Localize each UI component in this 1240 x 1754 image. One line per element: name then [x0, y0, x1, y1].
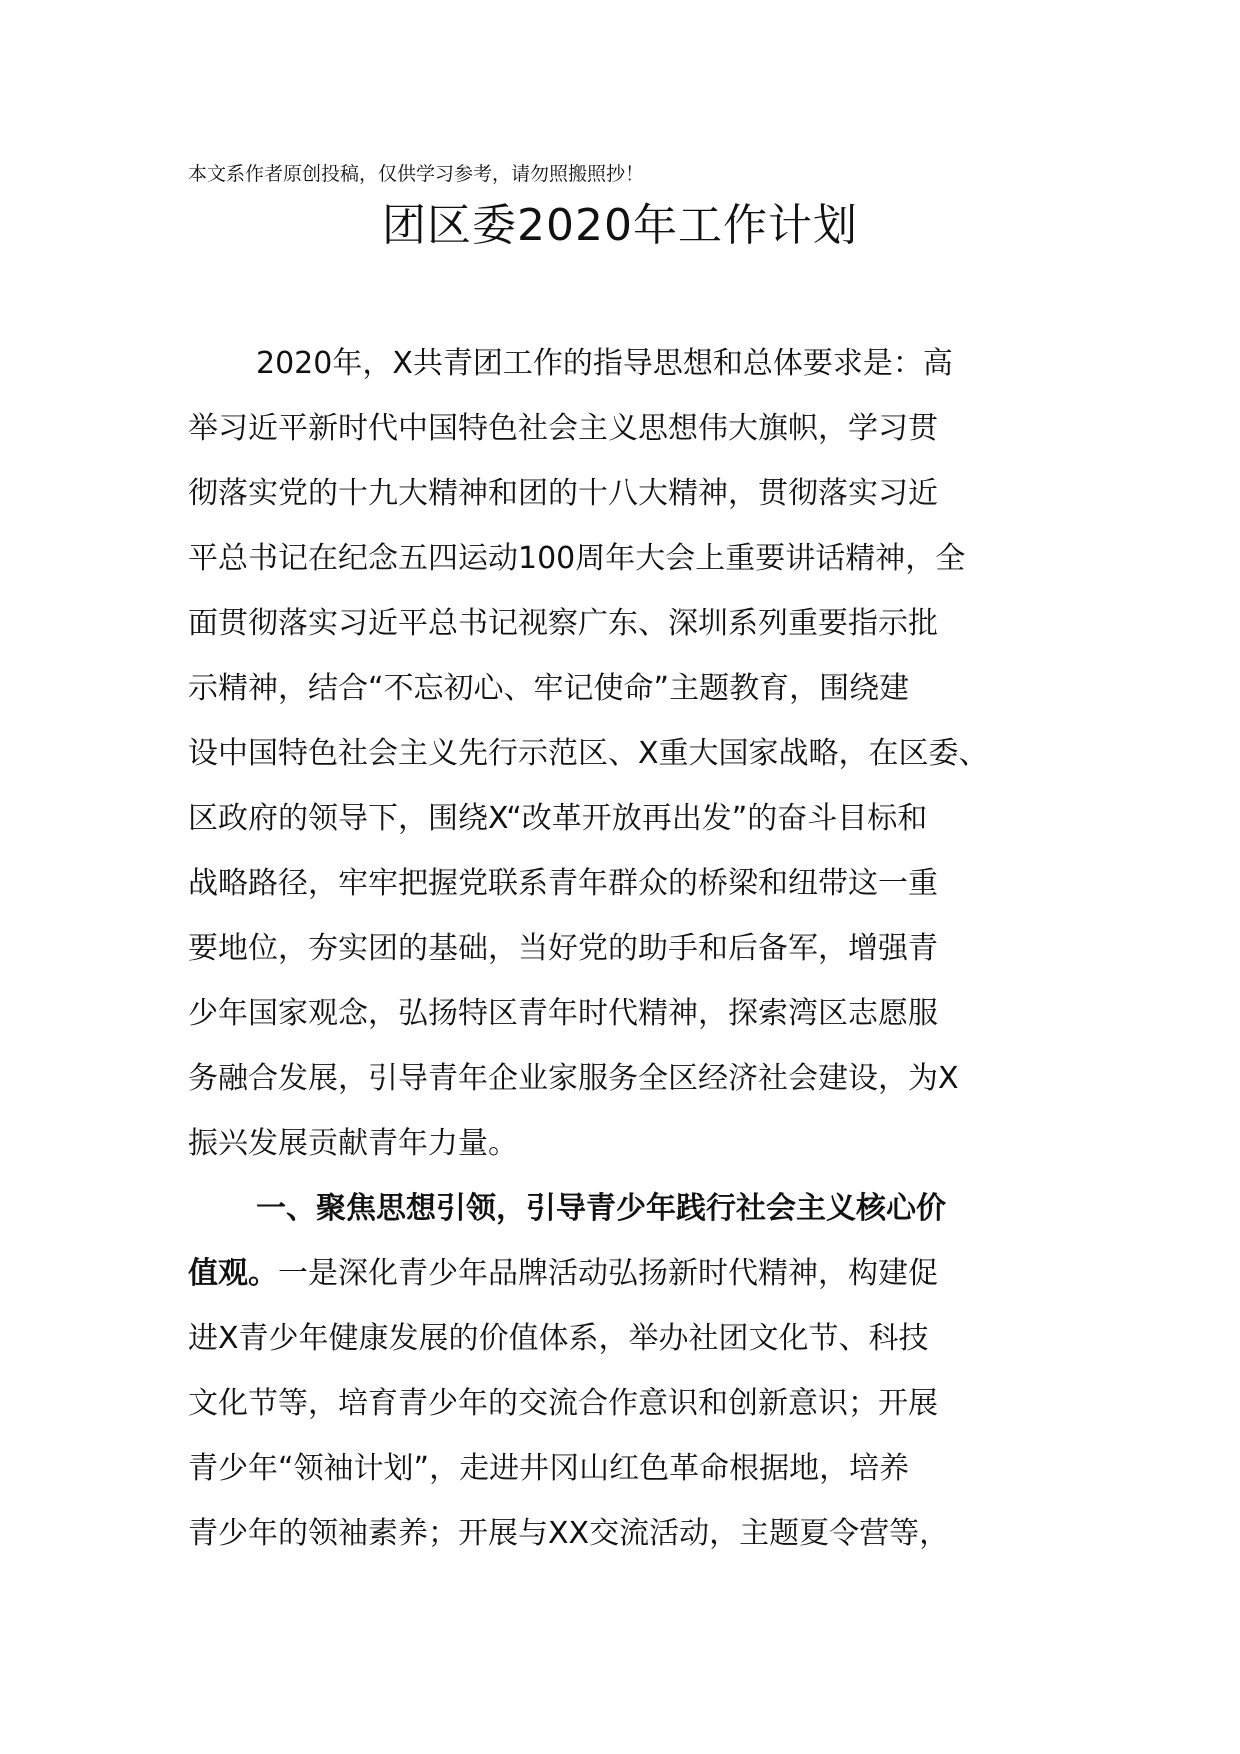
section-heading: 一、聚焦思想引领，引导青少年践行社会主义核心价: [256, 1191, 946, 1226]
paragraph-line: 示精神，结合“不忘初心、牢记使命”主题教育，围绕建: [188, 671, 910, 706]
paragraph-line: 设中国特色社会主义先行示范区、X重大国家战略，在区委、: [188, 736, 989, 771]
paragraph-line: 振兴发展贡献青年力量。: [188, 1126, 518, 1161]
paragraph-line: 务融合发展，引导青年企业家服务全区经济社会建设，为X: [188, 1061, 959, 1096]
paragraph-line: [188, 1241, 1078, 1306]
paragraph-line: 战略路径，牢牢把握党联系青年群众的桥梁和纽带这一重: [188, 866, 938, 901]
paragraph-line-text: 一是深化青少年品牌活动弘扬新时代精神，构建促: [278, 1256, 938, 1291]
paragraph-line: 2020年，X共青团工作的指导思想和总体要求是：高: [256, 346, 953, 381]
paragraph-line: 要地位，夯实团的基础，当好党的助手和后备军，增强青: [188, 931, 938, 966]
paragraph-line: 平总书记在纪念五四运动100周年大会上重要讲话精神，全: [188, 541, 966, 576]
section-heading-end: 值观。: [188, 1256, 278, 1291]
paragraph-line: 进X青少年健康发展的价值体系，举办社团文化节、科技: [188, 1321, 929, 1356]
paragraph-line: 区政府的领导下，围绕X“改革开放再出发”的奋斗目标和: [188, 801, 928, 836]
document-title: 团区委2020年工作计划: [382, 200, 858, 251]
document-body: [188, 331, 1078, 1566]
paragraph-line: 彻落实党的十九大精神和团的十八大精神，贯彻落实习近: [188, 476, 938, 511]
paragraph-line: 青少年“领袖计划”，走进井冈山红色革命根据地，培养: [188, 1451, 910, 1486]
paragraph-line: 青少年的领袖素养；开展与XX交流活动，主题夏令营等，: [188, 1516, 950, 1551]
copyright-notice: 本文系作者原创投稿，仅供学习参考，请勿照搬照抄！: [188, 163, 645, 185]
paragraph-line: 面贯彻落实习近平总书记视察广东、深圳系列重要指示批: [188, 606, 938, 641]
paragraph-line: 文化节等，培育青少年的交流合作意识和创新意识；开展: [188, 1386, 938, 1421]
paragraph-line: 举习近平新时代中国特色社会主义思想伟大旗帜，学习贯: [188, 411, 938, 446]
paragraph-line: 少年国家观念，弘扬特区青年时代精神，探索湾区志愿服: [188, 996, 938, 1031]
